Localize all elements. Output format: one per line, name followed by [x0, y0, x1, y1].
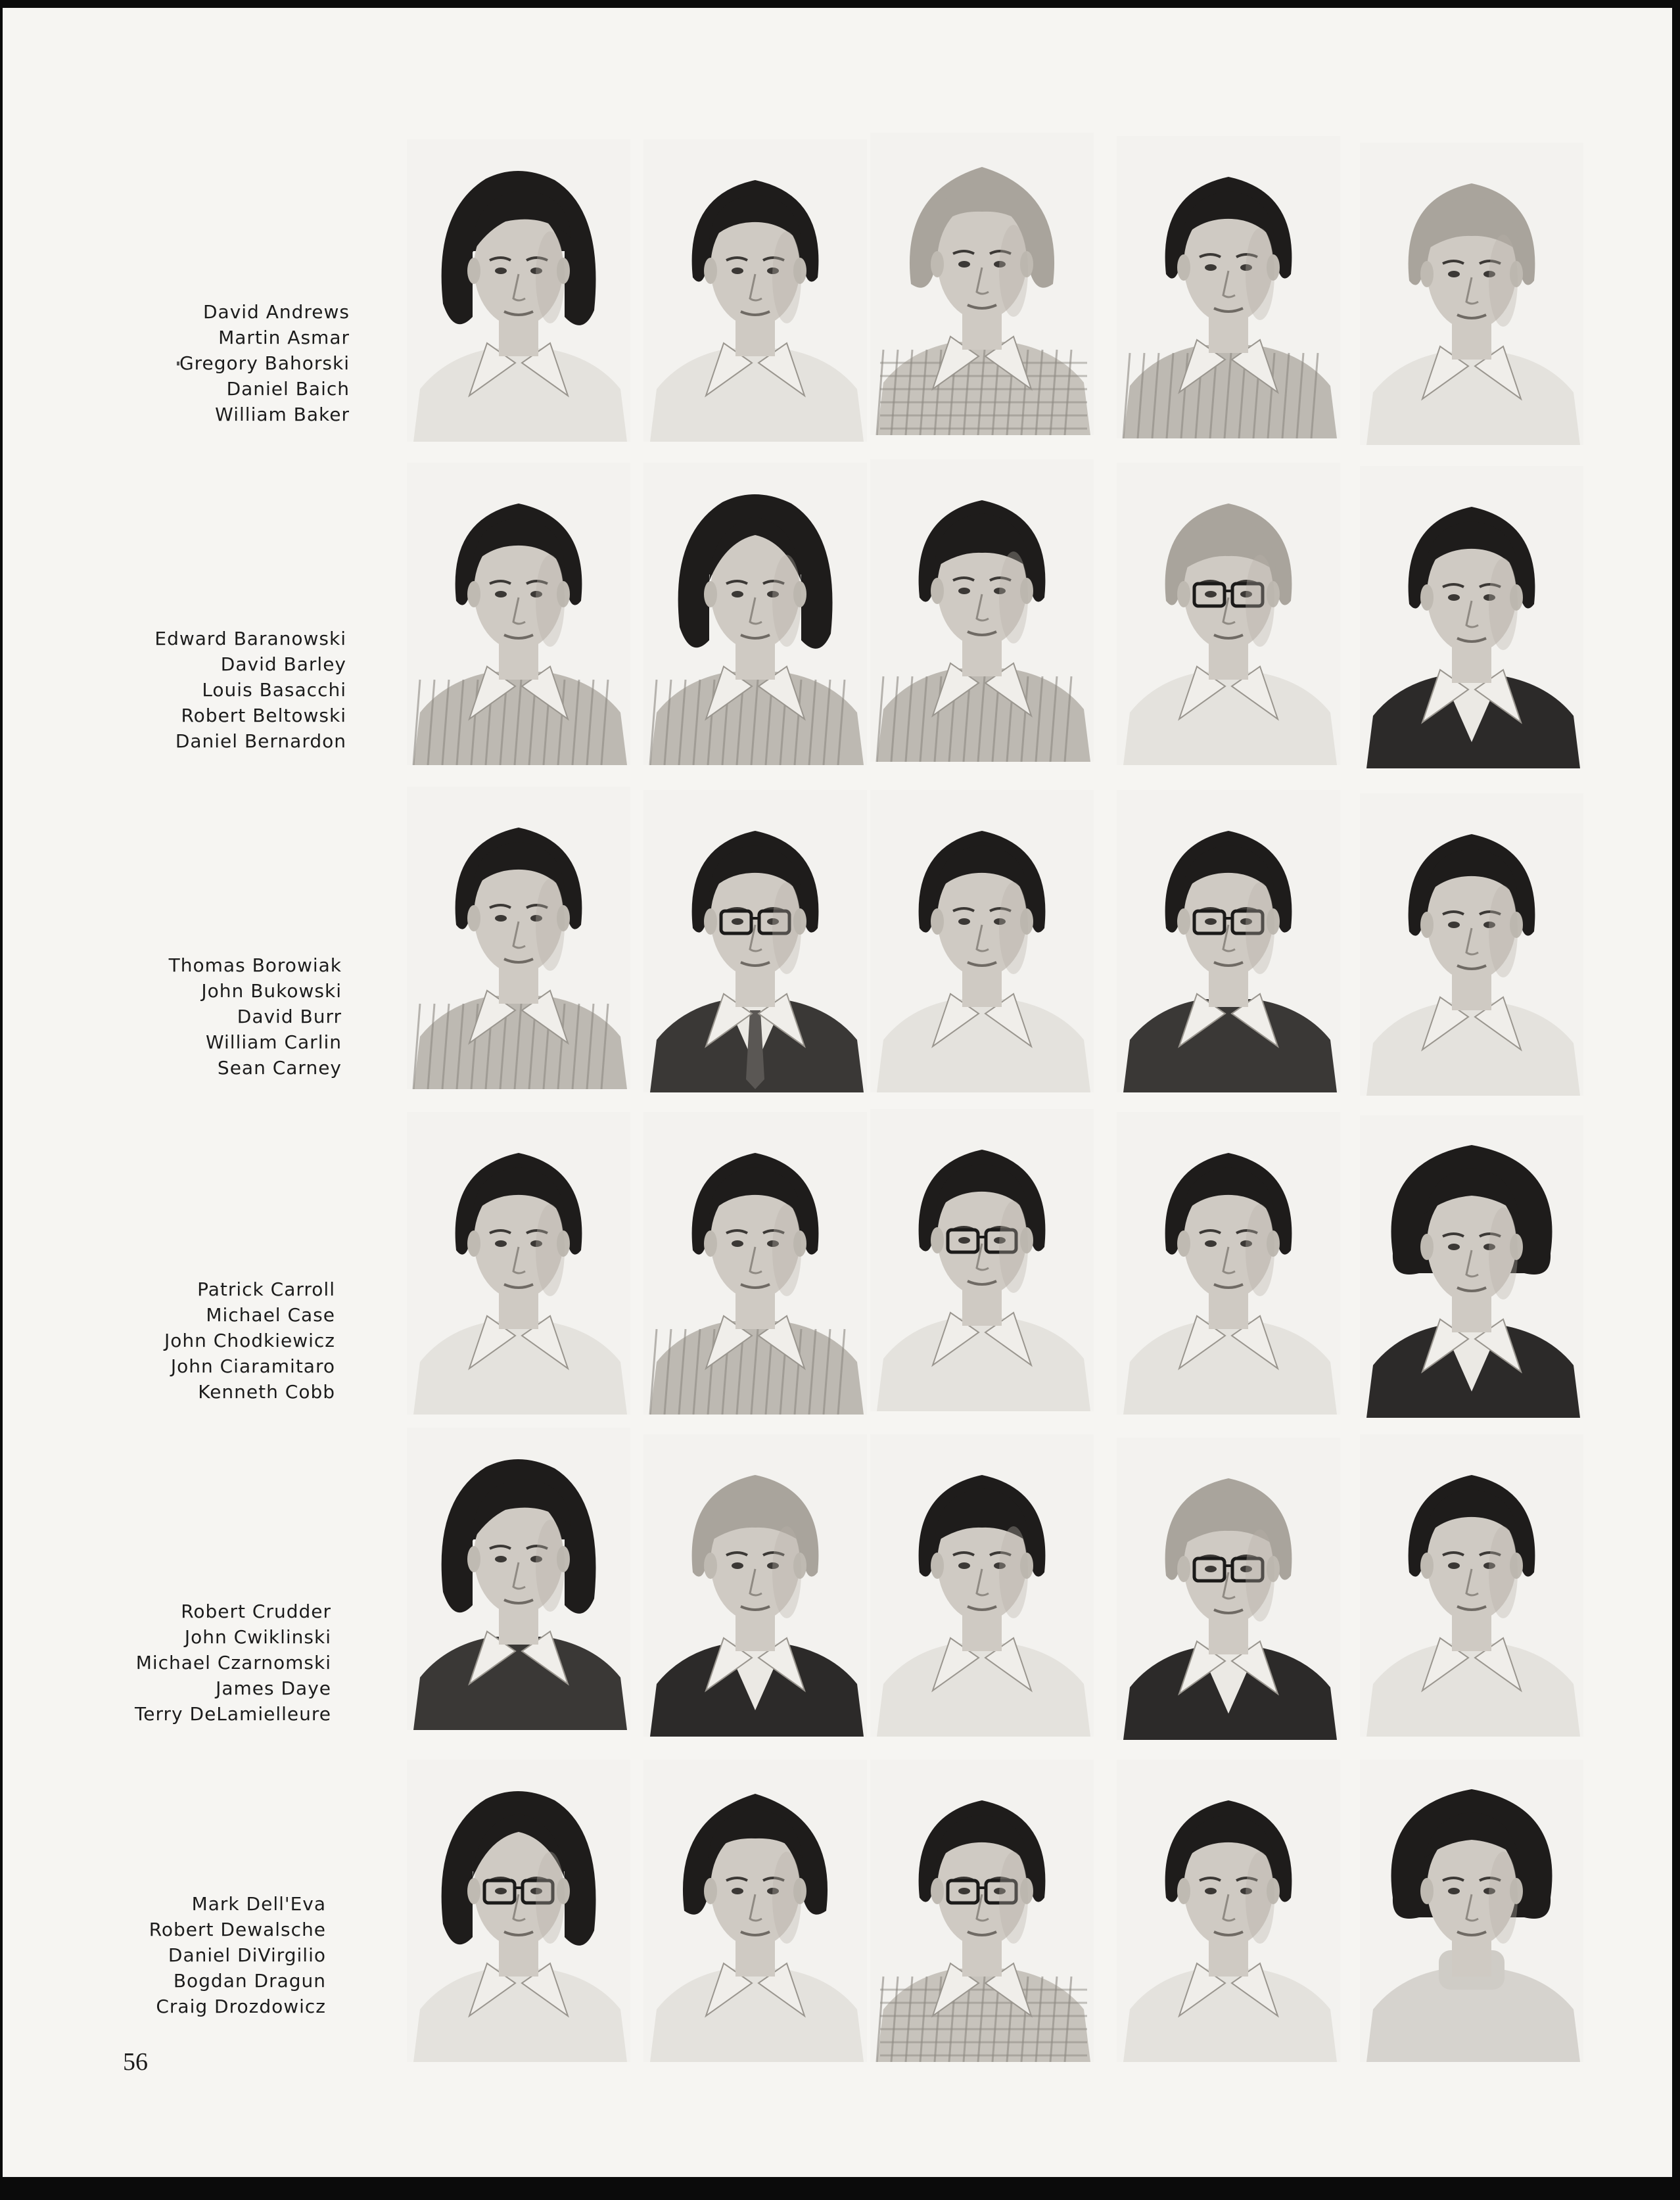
student-portrait — [407, 463, 630, 765]
student-portrait — [870, 133, 1094, 435]
portrait-photo — [870, 133, 1094, 435]
student-portrait — [870, 790, 1094, 1092]
student-name: Sean Carney — [217, 1057, 342, 1079]
student-name: Patrick Carroll — [197, 1278, 335, 1300]
student-name: Martin Asmar — [218, 327, 350, 348]
portrait-photo — [407, 1428, 630, 1730]
student-portrait — [1117, 1438, 1340, 1740]
student-portrait — [1360, 1760, 1583, 2062]
student-name: David Burr — [237, 1006, 342, 1027]
student-portrait — [1360, 143, 1583, 445]
portrait-photo — [1117, 1438, 1340, 1740]
student-name: Michael Czarnomski — [135, 1652, 331, 1673]
student-name: Thomas Borowiak — [168, 954, 342, 976]
portrait-photo — [1117, 1112, 1340, 1415]
portrait-photo — [1117, 1760, 1340, 2062]
student-name: Bogdan Dragun — [173, 1970, 326, 1992]
page-number: 56 — [123, 2048, 148, 2076]
student-name: Gregory Bahorski — [179, 352, 350, 374]
portrait-photo — [407, 1112, 630, 1415]
portrait-row — [3, 1434, 1672, 1743]
student-name: James Daye — [216, 1677, 331, 1699]
student-portrait — [407, 787, 630, 1089]
portrait-photo — [407, 1760, 630, 2062]
name-list — [0, 952, 342, 1081]
student-name: Daniel Bernardon — [175, 730, 346, 752]
student-portrait — [1360, 1434, 1583, 1737]
student-portrait — [407, 1760, 630, 2062]
student-portrait — [1117, 1760, 1340, 2062]
portrait-photo — [407, 139, 630, 442]
portrait-row — [3, 139, 1672, 448]
student-name: Edward Baranowski — [154, 628, 346, 649]
portrait-photo — [643, 790, 867, 1092]
student-name: Louis Basacchi — [202, 679, 346, 701]
portrait-photo — [1360, 793, 1583, 1096]
portrait-row — [3, 1760, 1672, 2069]
student-portrait — [1117, 463, 1340, 765]
student-name: Robert Beltowski — [181, 705, 346, 726]
student-portrait — [643, 463, 867, 765]
student-portrait — [1360, 466, 1583, 768]
student-portrait — [643, 1760, 867, 2062]
portrait-photo — [1117, 463, 1340, 765]
student-name: Daniel Baich — [226, 378, 350, 400]
name-list — [0, 1599, 331, 1727]
student-name: Michael Case — [206, 1304, 335, 1326]
student-name: David Andrews — [202, 301, 350, 323]
student-portrait — [643, 139, 867, 442]
portrait-row — [3, 1112, 1672, 1421]
student-portrait — [643, 1434, 867, 1737]
name-list — [0, 1891, 326, 2019]
portrait-photo — [1360, 466, 1583, 768]
portrait-photo — [1117, 136, 1340, 438]
portrait-photo — [643, 139, 867, 442]
student-portrait — [407, 1428, 630, 1730]
student-portrait — [1360, 793, 1583, 1096]
name-list — [5, 626, 346, 754]
student-portrait — [643, 1112, 867, 1415]
portrait-row — [3, 787, 1672, 1096]
portrait-photo — [870, 459, 1094, 762]
portrait-photo — [1117, 790, 1340, 1092]
portrait-photo — [1360, 1115, 1583, 1418]
student-name: Robert Crudder — [181, 1601, 331, 1622]
portrait-photo — [643, 1434, 867, 1737]
student-portrait — [870, 1434, 1094, 1737]
portrait-photo — [1360, 143, 1583, 445]
portrait-photo — [1360, 1434, 1583, 1737]
portrait-photo — [643, 1112, 867, 1415]
portrait-photo — [643, 463, 867, 765]
student-portrait — [1117, 790, 1340, 1092]
portrait-photo — [407, 463, 630, 765]
portrait-photo — [870, 1760, 1094, 2062]
student-name: Mark Dell'Eva — [191, 1893, 326, 1915]
portrait-photo — [870, 790, 1094, 1092]
yearbook-page — [3, 8, 1672, 2177]
student-portrait — [407, 139, 630, 442]
student-name: David Barley — [220, 653, 346, 675]
student-portrait — [870, 459, 1094, 762]
portrait-photo — [870, 1434, 1094, 1737]
student-name: William Carlin — [205, 1031, 342, 1053]
student-name: John Ciaramitaro — [170, 1355, 335, 1377]
student-name: Daniel DiVirgilio — [168, 1944, 326, 1966]
student-name: Kenneth Cobb — [198, 1381, 335, 1403]
student-portrait — [1360, 1115, 1583, 1418]
student-portrait — [870, 1109, 1094, 1411]
student-portrait — [1117, 136, 1340, 438]
student-name: John Chodkiewicz — [164, 1330, 335, 1351]
student-portrait — [1117, 1112, 1340, 1415]
portrait-row — [3, 463, 1672, 772]
student-name: Craig Drozdowicz — [156, 1996, 326, 2017]
student-name: John Bukowski — [201, 980, 342, 1002]
name-list — [0, 1276, 335, 1405]
student-name: John Cwiklinski — [184, 1626, 331, 1648]
portrait-photo — [1360, 1760, 1583, 2062]
student-portrait — [643, 790, 867, 1092]
portrait-photo — [870, 1109, 1094, 1411]
name-list — [8, 299, 350, 427]
portrait-photo — [407, 787, 630, 1089]
student-name: Robert Dewalsche — [149, 1919, 326, 1940]
student-name: Terry DeLamielleure — [134, 1703, 331, 1725]
student-name: William Baker — [215, 404, 350, 425]
student-portrait — [870, 1760, 1094, 2062]
student-portrait — [407, 1112, 630, 1415]
portrait-photo — [643, 1760, 867, 2062]
